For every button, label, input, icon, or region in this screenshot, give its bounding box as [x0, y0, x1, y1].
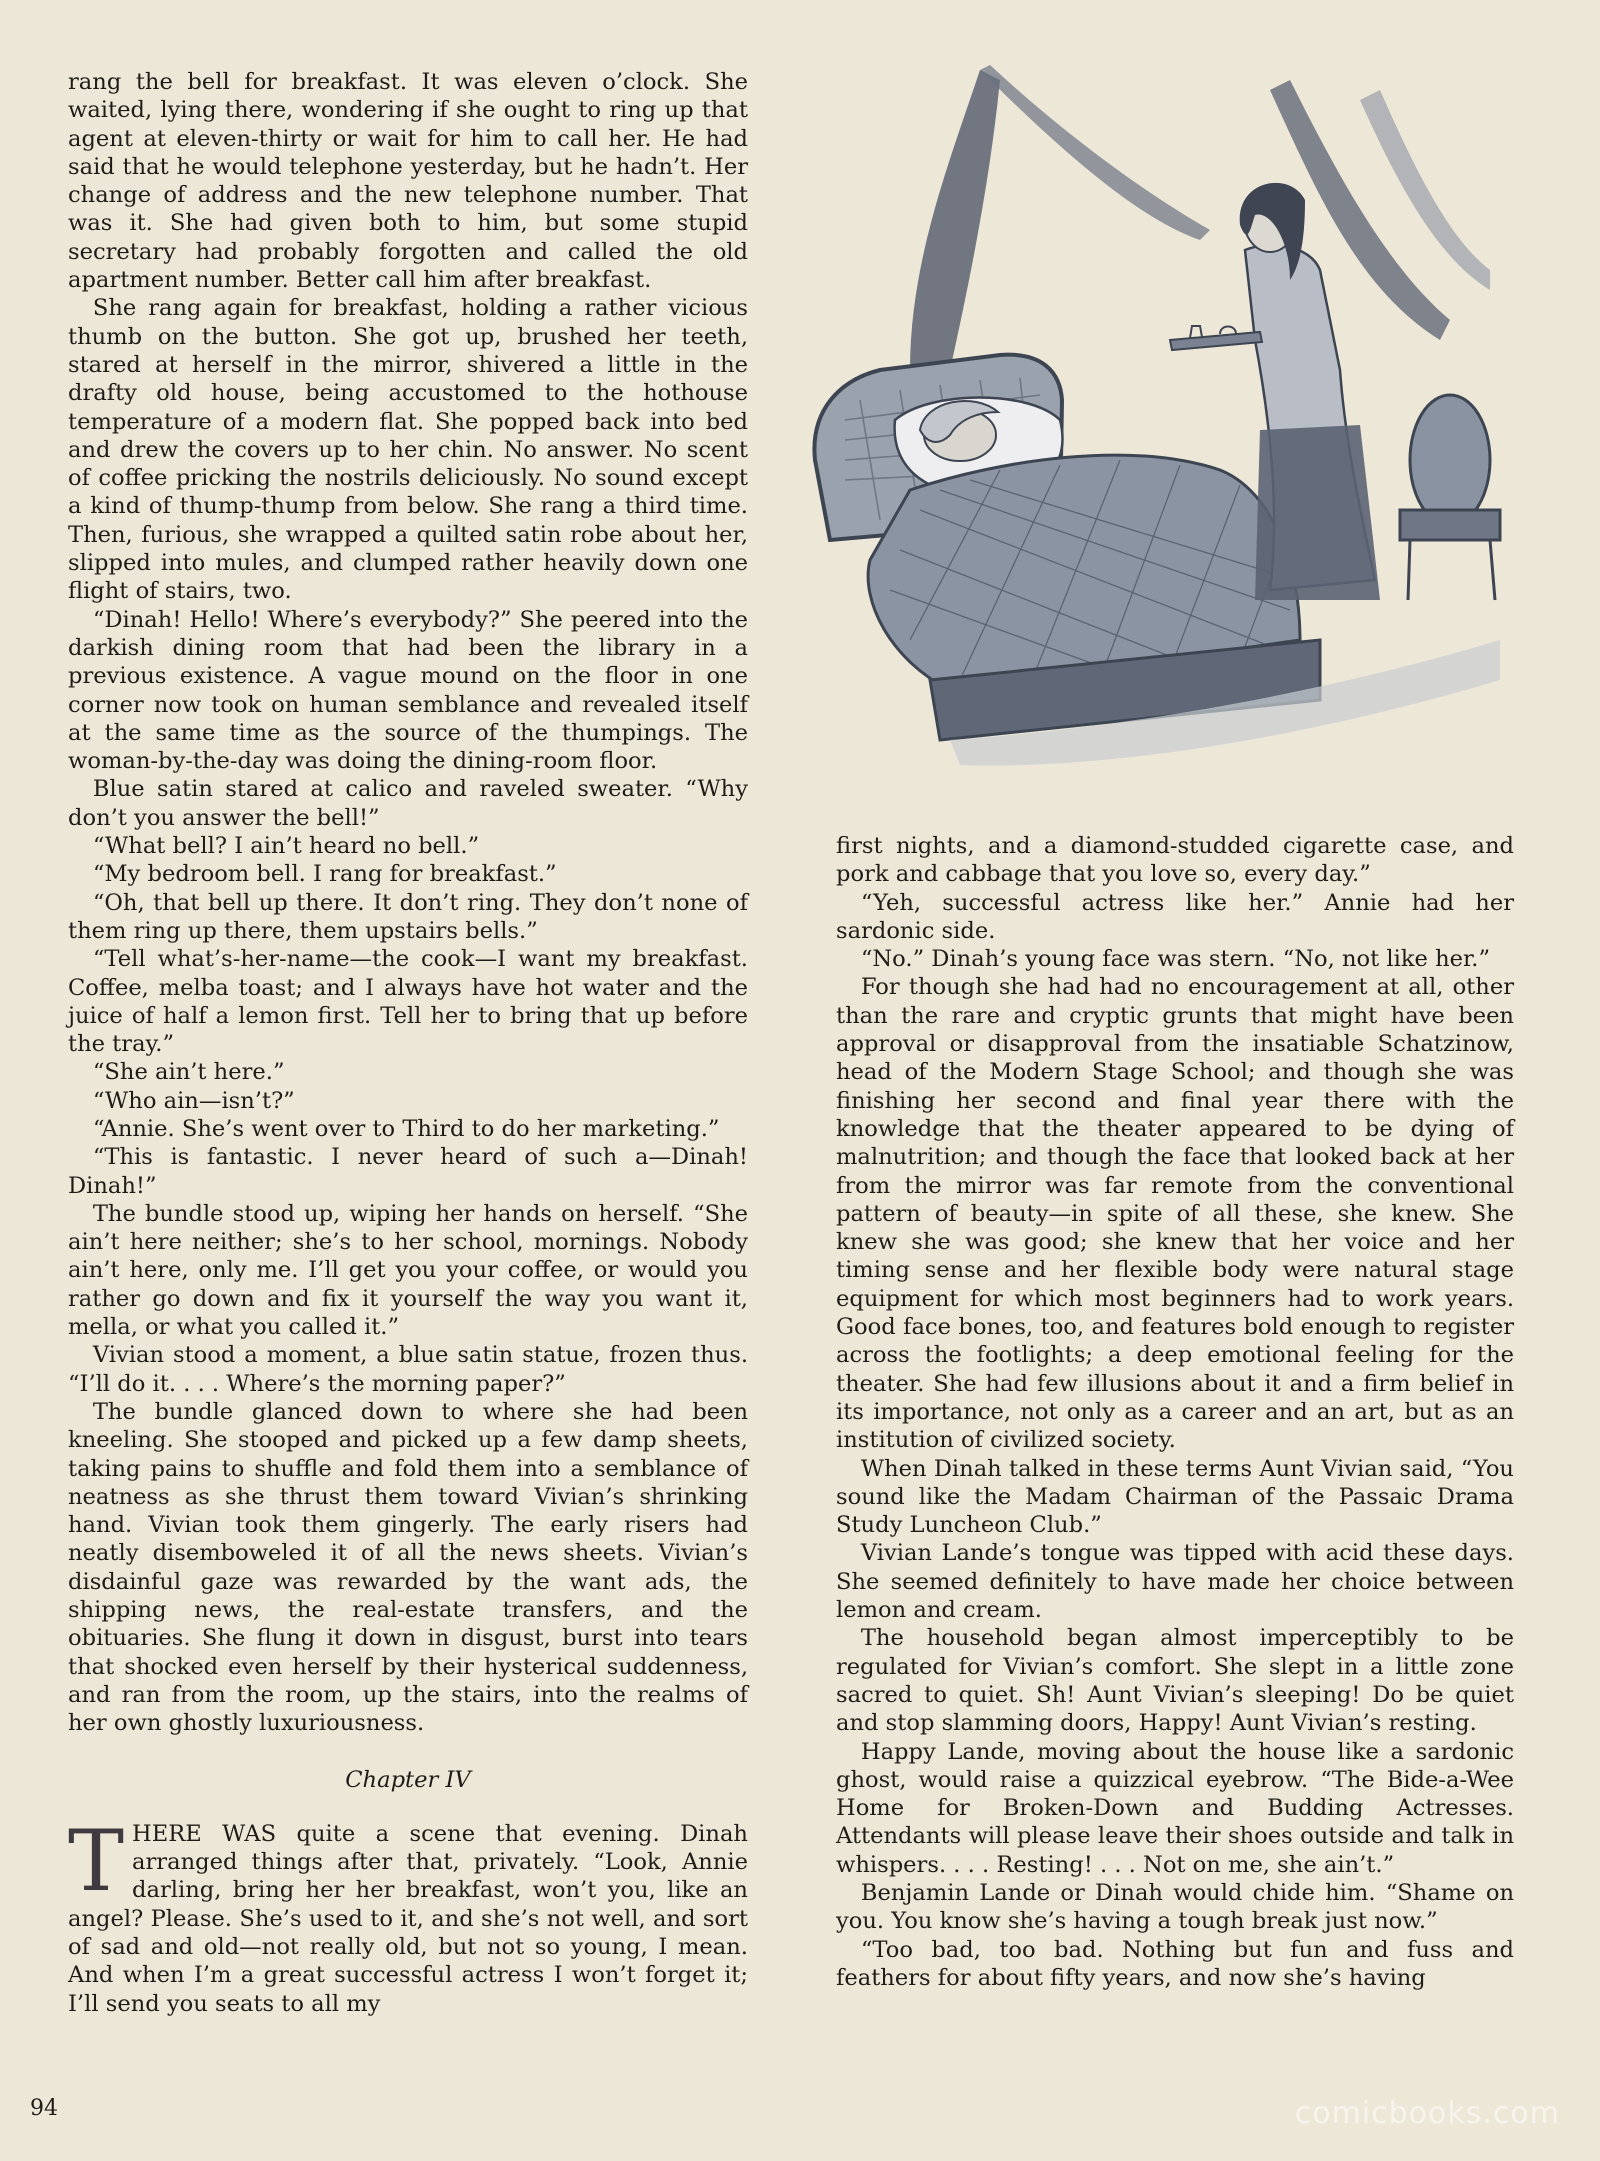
- bed-scene-illustration: [800, 40, 1520, 810]
- paragraph: first nights, and a diamond-studded cigarette case, and pork and cabbage that you love so, every day.”: [836, 833, 1514, 888]
- paragraph: “Tell what’s-her-name—the cook—I want my breakfast. Coffee, melba toast; and I always have hot water and the juice of half a lemon first. Tell her to bring that up before the tray.”: [68, 946, 748, 1058]
- paragraph: “This is fantastic. I never heard of such a—Dinah! Dinah!”: [68, 1144, 748, 1199]
- chair-back: [1410, 395, 1490, 525]
- watermark: comicbooks.com: [1294, 2096, 1560, 2131]
- paragraph: “Too bad, too bad. Nothing but fun and fuss and feathers for about fifty years, and now she’s having: [836, 1936, 1514, 1991]
- paragraph: Benjamin Lande or Dinah would chide him. “Shame on you. You know she’s having a tough break just now.”: [836, 1879, 1514, 1935]
- left-text-column: [68, 68, 748, 2018]
- drop-cap: T: [68, 1811, 125, 1910]
- paragraph: “Annie. She’s went over to Third to do her marketing.”: [92, 1115, 720, 1142]
- chapter-opening-text: HERE WAS quite a scene that evening. Dinah arranged things after that, privately. “Look, Annie darling, bring her her breakfast, won’t you, like an angel? Please. She’s used to it, and she’s not well, and sort of sad and old—not really old, but not so young, I mean. And when I’m a great successful actress I won’t forget it; I’ll send you seats to all my: [68, 1820, 748, 2017]
- paragraph: Happy Lande, moving about the house like a sardonic ghost, would raise a quizzical eyebrow. “The Bide-a-Wee Home for Broken-Down and Budding Actresses. Attendants will please leave their shoes outside and talk in whispers. . . . Resting! . . . Not on me, she ain’t.”: [836, 1738, 1514, 1878]
- right-text-column: [836, 832, 1514, 1992]
- paragraph: For though she had had no encouragement at all, other than the rare and cryptic grunts that might have been approval or disapproval from the insatiable Schatzinow, head of the Modern Stage School; and though she was finishing her second and final year there with the knowledge that the theater appeared to be dying of malnutrition; and though the face that looked back at her from the mirror was far remote from the conventional pattern of beauty—in spite of all these, she knew. She knew she was good; she knew that her voice and her timing sense and her flexible body were natural stage equipment for which most beginners had to work years. Good face bones, too, and features bold enough to register across the footlights; a deep emotional feeling for the theater. She had few illusions about it and a firm belief in its importance, not only as a career and an art, but as an institution of civilized society.: [836, 974, 1514, 1454]
- paragraph: “My bedroom bell. I rang for breakfast.”: [92, 861, 557, 888]
- paragraph: “She ain’t here.”: [92, 1059, 285, 1086]
- chapter-opening-paragraph: [68, 1811, 748, 2018]
- page-number: 94: [30, 2096, 58, 2121]
- paragraph: When Dinah talked in these terms Aunt Vivian said, “You sound like the Madam Chairman of the Passaic Drama Study Luncheon Club.”: [836, 1455, 1514, 1539]
- paragraph: Blue satin stared at calico and raveled sweater. “Why don’t you answer the bell!”: [68, 776, 748, 831]
- paragraph: The household began almost imperceptibly to be regulated for Vivian’s comfort. She slept in a little zone sacred to quiet. Sh! Aunt Vivian’s sleeping! Do be quiet and stop slamming doors, Happy! Aunt Vivian’s resting.: [836, 1625, 1514, 1737]
- chapter-heading: Chapter IV: [345, 1766, 471, 1793]
- standing-woman-skirt: [1255, 425, 1380, 600]
- paragraph: “Oh, that bell up there. It don’t ring. They don’t none of them ring up there, them upstairs bells.”: [68, 889, 748, 944]
- paragraph: rang the bell for breakfast. It was eleven o’clock. She waited, lying there, wondering if she ought to ring up that agent at eleven-thirty or wait for him to call her. He had said that he would telephone yesterday, but he hadn’t. Her change of address and the new telephone number. That was it. She had given both to him, but some stupid secretary had probably forgotten and called the old apartment number. Better call him after breakfast.: [68, 69, 748, 294]
- chair-seat: [1400, 510, 1500, 600]
- left-curtain: [910, 70, 1000, 370]
- paragraph: She rang again for breakfast, holding a rather vicious thumb on the button. She got up, brushed her teeth, stared at herself in the mirror, shivered a little in the drafty old house, being accustomed to the hothouse temperature of a modern flat. She popped back into bed and drew the covers up to her chin. No answer. No scent of coffee pricking the nostrils deliciously. No sound except a kind of thump-thump from below. She rang a third time. Then, furious, she wrapped a quilted satin robe about her, slipped into mules, and clumped rather heavily down one flight of stairs, two.: [68, 295, 748, 605]
- paragraph: “What bell? I ain’t heard no bell.”: [92, 833, 480, 860]
- paragraph: Vivian stood a moment, a blue satin statue, frozen thus. “I’ll do it. . . . Where’s the morning paper?”: [68, 1342, 748, 1397]
- paragraph: Vivian Lande’s tongue was tipped with acid these days. She seemed definitely to have made her choice between lemon and cream.: [836, 1540, 1514, 1624]
- paragraph: “No.” Dinah’s young face was stern. “No, not like her.”: [860, 946, 1491, 973]
- canopy-drape: [980, 65, 1210, 240]
- paragraph: “Who ain—isn’t?”: [92, 1087, 295, 1114]
- tray: [1170, 332, 1262, 350]
- paragraph: The bundle glanced down to where she had been kneeling. She stooped and picked up a few damp sheets, taking pains to shuffle and fold them into a semblance of neatness as she thrust them toward Vivian’s shrinking hand. Vivian took them gingerly. The early risers had neatly disemboweled it of all the news sheets. Vivian’s disdainful gaze was rewarded by the want ads, the shipping news, the real-estate transfers, and the obituaries. She flung it down in disgust, burst into tears that shocked even herself by their hysterical suddenness, and ran from the room, up the stairs, into the realms of her own ghostly luxuriousness.: [68, 1398, 748, 1737]
- paragraph: “Dinah! Hello! Where’s everybody?” She peered into the darkish dining room that had been the library in a previous existence. A vague mound on the floor in one corner now took on human semblance and revealed itself at the same time as the source of the thumpings. The woman-by-the-day was doing the dining-room floor.: [68, 606, 748, 775]
- paragraph: “Yeh, successful actress like her.” Annie had her sardonic side.: [836, 889, 1514, 944]
- paragraph: The bundle stood up, wiping her hands on herself. “She ain’t here neither; she’s to her school, mornings. Nobody ain’t here, only me. I’ll get you your coffee, or would you rather go down and fix it yourself the way you want it, mella, or what you called it.”: [68, 1200, 748, 1341]
